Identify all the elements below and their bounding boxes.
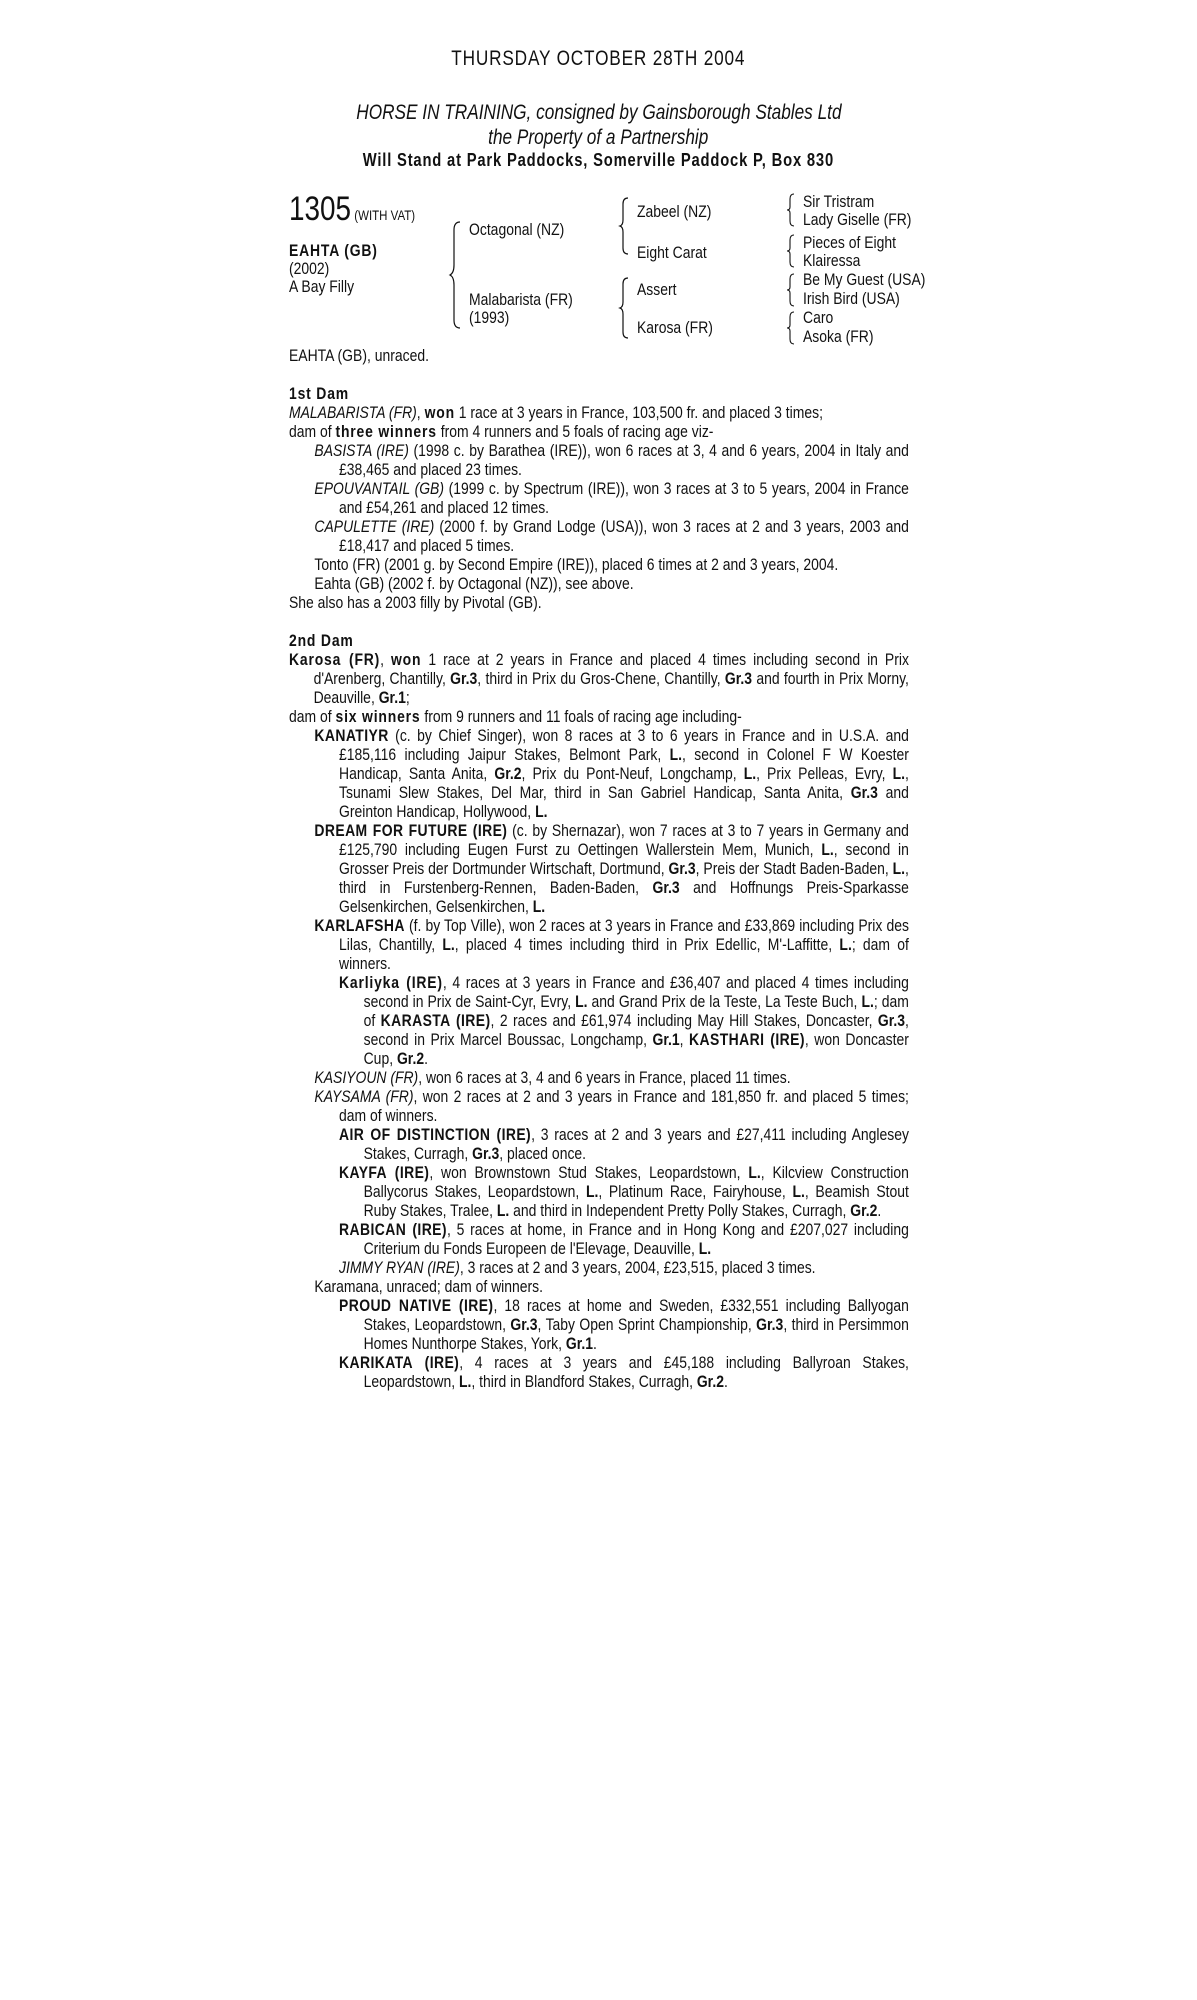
produce-karamana: Karamana, unraced; dam of winners. [314,1277,544,1296]
produce-eahta: Eahta (GB) (2002 f. by Octagonal (NZ)), see above. [314,574,634,593]
produce-karliyka: Karliyka (IRE), 4 races at 3 years in France and £36,407 and placed 4 times including second in Prix de Saint-Cyr, Evry, L. and Grand Prix de la Teste, La Teste Buch, L.; dam of KARASTA (IRE), 2 races and £61,974 including May Hill Stakes, Doncaster, Gr.3, second in Prix Marcel Boussac, Longchamp, Gr.1, KASTHARI (IRE), won Doncaster Cup, Gr.2. [339,973,909,1068]
pedigree-brace-g4 [786,310,796,346]
property-line: the Property of a Partnership [488,126,709,149]
produce-kayfa: KAYFA (IRE), won Brownstown Stud Stakes, Leopardstown, L., Kilcview Construction Ballycorus Stakes, Leopardstown, L., Platinum Race, Fairyhouse, L., Beamish Stout Ruby Stakes, Tralee, L. and third in Independent Pretty Polly Stakes, Curragh, Gr.2. [339,1163,909,1220]
produce-rabican: RABICAN (IRE), 5 races at home, in France and in Hong Kong and £207,027 including Criterium du Fonds Europeen de l'Elevage, Deauville, L. [339,1220,909,1258]
vat-note: (WITH VAT) [354,207,416,223]
pedigree-sire: Octagonal (NZ) [469,220,565,239]
produce-proud-native: PROUD NATIVE (IRE), 18 races at home and Sweden, £332,551 including Ballyogan Stakes, Leopardstown, Gr.3, Taby Open Sprint Championship, Gr.3, third in Persimmon Homes Nunthorpe Stakes, York, Gr.1. [339,1296,909,1353]
first-dam-dam-of: dam of three winners from 4 runners and 5 foals of racing age viz- [289,422,714,441]
second-dam-dam-of: dam of six winners from 9 runners and 11 foals of racing age including- [289,707,742,726]
pedigree-dam-sire: Assert [637,280,677,299]
produce-kaysama: KAYSAMA (FR), won 2 races at 2 and 3 years in France and 181,850 fr. and placed 5 times; dam of winners. [314,1087,909,1125]
pedigree-brace-g3 [786,272,796,308]
produce-note: She also has a 2003 filly by Pivotal (GB). [289,593,542,612]
pedigree-brace-sire [618,196,630,256]
pedigree-g2: Lady Giselle (FR) [803,210,912,229]
produce-jimmy-ryan: JIMMY RYAN (IRE), 3 races at 2 and 3 years, 2004, £23,515, placed 3 times. [339,1258,816,1277]
second-dam-heading: 2nd Dam [289,631,354,650]
produce-karikata: KARIKATA (IRE), 4 races at 3 years and £45,188 including Ballyroan Stakes, Leopardstown, L., third in Blandford Stakes, Curragh, Gr.2. [339,1353,909,1391]
produce-karlafsha: KARLAFSHA (f. by Top Ville), won 2 races at 3 years in France and £33,869 including Prix des Lilas, Chantilly, L., placed 4 times including third in Prix Edellic, M'-Laffitte, L.; dam of winners. [314,916,909,973]
pedigree-dam-dam: Karosa (FR) [637,318,713,337]
pedigree-g1: Sir Tristram [803,192,875,211]
produce-capulette: CAPULETTE (IRE) (2000 f. by Grand Lodge (USA)), won 3 races at 2 and 3 years, 2003 and £18,417 and placed 5 times. [314,517,909,555]
pedigree-g8: Asoka (FR) [803,327,874,346]
pedigree-brace-g2 [786,233,796,269]
produce-epouvantail: EPOUVANTAIL (GB) (1999 c. by Spectrum (IRE)), won 3 races at 3 to 5 years, 2004 in France and £54,261 and placed 12 times. [314,479,909,517]
pedigree-g7: Caro [803,308,834,327]
produce-dream-for-future: DREAM FOR FUTURE (IRE) (c. by Shernazar), won 7 races at 3 to 7 years in Germany and £125,790 including Eugen Furst zu Oettingen Wallerstein Mem, Munich, L., second in Grosser Preis der Dortmunder Wirtschaft, Dortmund, Gr.3, Preis der Stadt Baden-Baden, L., third in Furstenberg-Rennen, Baden-Baden, Gr.3 and Hoffnungs Preis-Sparkasse Gelsenkirchen, Gelsenkirchen, L. [314,821,909,916]
catalogue-body [289,346,909,1391]
pedigree-brace-g1 [786,192,796,228]
sale-date: THURSDAY OCTOBER 28TH 2004 [451,47,746,70]
horse-identity [289,242,378,296]
lot-number-block [289,190,415,229]
pedigree-sire-dam: Eight Carat [637,243,707,262]
first-dam-intro: MALABARISTA (FR), won 1 race at 3 years in France, 103,500 fr. and placed 3 times; [289,403,823,422]
pedigree-brace-dam [618,276,630,340]
produce-kanatiyr: KANATIYR (c. by Chief Singer), won 8 races at 3 to 6 years in France and in U.S.A. and £185,116 including Jaipur Stakes, Belmont Park, L., second in Colonel F W Koester Handicap, Santa Anita, Gr.2, Prix du Pont-Neuf, Longchamp, L., Prix Pelleas, Evry, L., Tsunami Slew Stakes, Del Mar, third in San Gabriel Handicap, Santa Anita, Gr.3 and Greinton Handicap, Hollywood, L. [314,726,909,821]
pedigree-g3: Pieces of Eight [803,233,896,252]
produce-kasiyoun: KASIYOUN (FR), won 6 races at 3, 4 and 6 years in France, placed 11 times. [314,1068,791,1087]
produce-air-of-distinction: AIR OF DISTINCTION (IRE), 3 races at 2 and 3 years and £27,411 including Anglesey Stakes, Curragh, Gr.3, placed once. [339,1125,909,1163]
produce-tonto: Tonto (FR) (2001 g. by Second Empire (IRE)), placed 6 times at 2 and 3 years, 2004. [314,555,839,574]
racing-summary: EAHTA (GB), unraced. [289,346,429,365]
location-line: Will Stand at Park Paddocks, Somerville Paddock P, Box 830 [362,150,835,170]
first-dam-heading: 1st Dam [289,384,349,403]
consignor-line: HORSE IN TRAINING, consigned by Gainsborough Stables Ltd [355,101,842,124]
pedigree-g5: Be My Guest (USA) [803,270,926,289]
pedigree-sire-sire: Zabeel (NZ) [637,202,712,221]
horse-year: (2002) [289,259,330,278]
second-dam-karosa: Karosa (FR), won 1 race at 2 years in France and placed 4 times including second in Prix d'Arenberg, Chantilly, Gr.3, third in Prix du Gros-Chene, Chantilly, Gr.3 and fourth in Prix Morny, Deauville, Gr.1; [289,650,909,707]
lot-number: 1305 [289,190,352,228]
horse-description: A Bay Filly [289,277,355,296]
pedigree-g4: Klairessa [803,251,861,270]
pedigree-g6: Irish Bird (USA) [803,289,900,308]
horse-name: EAHTA (GB) [289,241,378,260]
produce-basista: BASISTA (IRE) (1998 c. by Barathea (IRE)), won 6 races at 3, 4 and 6 years, 2004 in Italy and £38,465 and placed 23 times. [314,441,909,479]
pedigree-brace-main [448,220,462,330]
pedigree-dam: Malabarista (FR) (1993) [469,290,573,327]
